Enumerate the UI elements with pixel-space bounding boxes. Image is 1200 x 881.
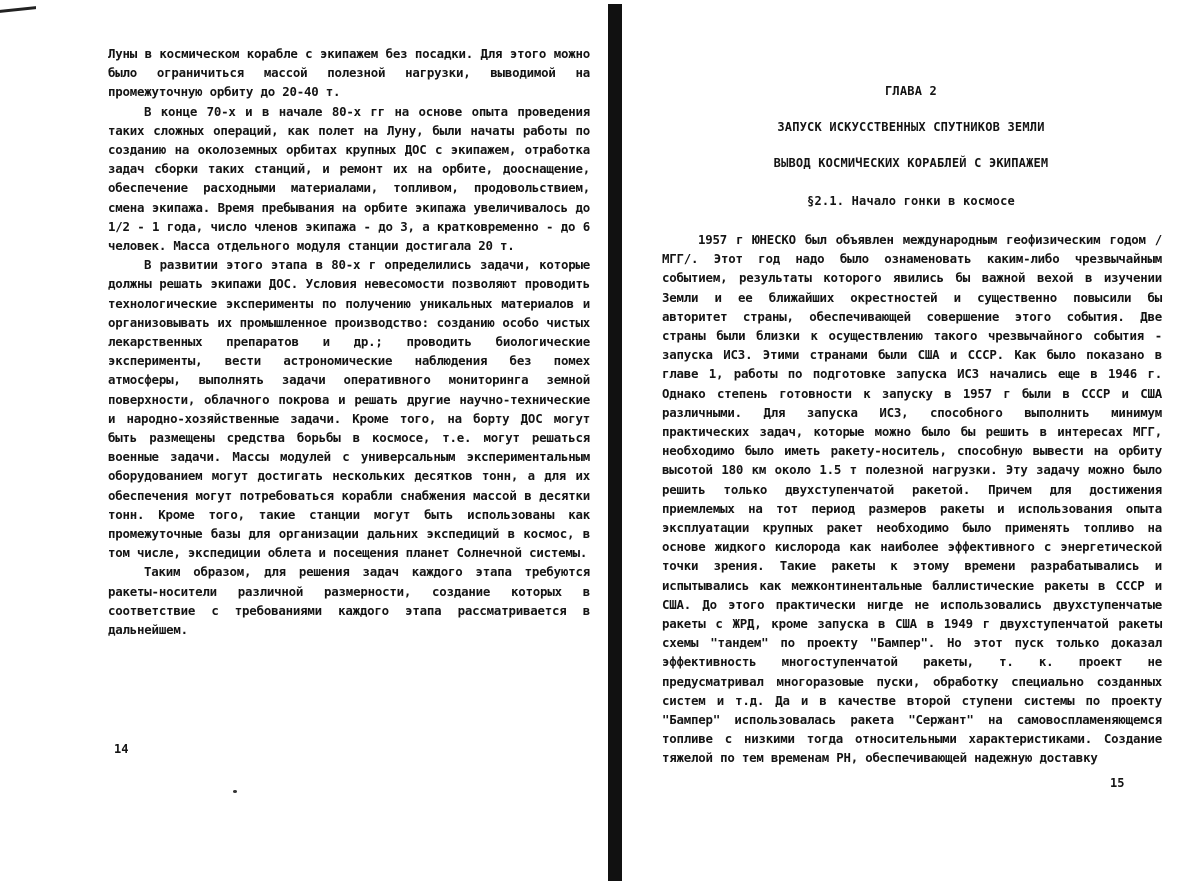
page-number-left: 14: [114, 742, 129, 756]
chapter-title-line-2: ВЫВОД КОСМИЧЕСКИХ КОРАБЛЕЙ С ЭКИПАЖЕМ: [773, 156, 1049, 170]
right-paragraph-1: 1957 г ЮНЕСКО был объявлен международным геофизическим годом /МГГ/. Этот год надо было ознаменовать каким-либо чрезвычайным событием, результаты которого явились бы важной вехой в изучении Земли и ее ближайших окрестностей и существенно повысили бы авторитет страны, обеспечивающей совершение этого события. Две страны были близки к осуществлению такого чрезвычайного события - запуска ИСЗ. Этими странами были США и СССР. Как было показано в главе 1, работы по подготовке запуска ИСЗ начались еще в 1946 г. Однако степень готовности к запуску в 1957 г были в СССР и США различными. Для запуска ИСЗ, способного выполнить минимум практических задач, которые можно было бы решить в интересах МГГ, необходимо было иметь ракету-носитель, способную вывести на орбиту высотой 180 км около 1.5 т полезной нагрузки. Эту задачу можно было решить только двухступенчатой ракетой. Причем для достижения приемлемых на тот период размеров ракеты и использования опыта эксплуатации крупных ракет необходимо было применять топливо на основе жидкого кислорода как наиболее эффективного с энергетической точки зрения. Такие ракеты к этому времени разрабатывались и испытывались как межконтинентальные баллистические ракеты в СССР и США. До этого практически нигде не использовались двухступенчатые ракеты с ЖРД, кроме запуска в США в 1949 г двухступенчатой ракеты схемы "тандем" по проекту "Бампер". Но этот пуск только доказал эффективность многоступенчатой ракеты, т. к. проект не предусматривал многоразовые пуски, обработку специально созданных систем и т.д. Да и в качестве второй ступени системы по проекту "Бампер" использовалась ракета "Сержант" на самовоспламеняющемся топливе с низкими тогда относительными характеристиками. Создание тяжелой по тем временам РН, обеспечивающей надежную доставку: [662, 232, 1162, 766]
left-paragraph-1: Луны в космическом корабле с экипажем без посадки. Для этого можно было ограничиться массой полезной нагрузки, выводимой на промежуточную орбиту до 20-40 т.: [108, 46, 590, 100]
chapter-label: ГЛАВА 2: [885, 84, 937, 98]
section-title: §2.1. Начало гонки в космосе: [807, 194, 1015, 208]
right-page: [622, 0, 1200, 881]
scan-speck: [233, 790, 237, 793]
left-paragraph-4: Таким образом, для решения задач каждого этапа требуются ракеты-носители различной размерности, создание которых в соответствие с требованиями каждого этапа рассматривается в дальнейшем.: [108, 564, 590, 638]
left-page-text: [108, 44, 590, 639]
chapter-title-line-1: ЗАПУСК ИСКУССТВЕННЫХ СПУТНИКОВ ЗЕМЛИ: [777, 120, 1045, 134]
left-paragraph-2: В конце 70-х и в начале 80-х гг на основе опыта проведения таких сложных операций, как полет на Луну, были начаты работы по созданию на околоземных орбитах крупных ДОС с экипажем, отработка задач сборки таких станций, и ремонт их на орбите, дооснащение, обеспечение расходными материалами, топливом, продовольствием, смена экипажа. Время пребывания на орбите экипажа увеличивалось до 1/2 - 1 года, число членов экипажа - до 3, а кратковременно - до 6 человек. Масса отдельного модуля станции достигала 20 т.: [108, 103, 590, 254]
left-paragraph-3: В развитии этого этапа в 80-х г определились задачи, которые должны решать экипажи ДОС. Условия невесомости позволяют проводить технологические эксперименты по получению уникальных материалов и организовывать их промышленное производство: созданию особо чистых лекарственных препаратов и др.; проводить биологические эксперименты, вести астрономические наблюдения без помех атмосферы, выполнять задачи оперативного мониторинга земной поверхности, облачного покрова и решать другие научно-технические и народно-хозяйственные задачи. Кроме того, на борту ДОС могут быть размещены средства борьбы в космосе, т.е. могут решаться военные задачи. Массы модулей с универсальным экспериментальным оборудованием могут достигать нескольких десятков тонн, а для их обеспечения могут потребоваться корабли снабжения массой в десятки тонн. Кроме того, такие станции могут быть использованы как промежуточные базы для организации дальних экспедиций в космос, в том числе, экспедиции облета и посещения планет Солнечной системы.: [108, 257, 590, 561]
book-spine-shadow: [608, 4, 622, 881]
right-page-text: [662, 230, 1162, 768]
page-number-right: 15: [1110, 776, 1125, 790]
